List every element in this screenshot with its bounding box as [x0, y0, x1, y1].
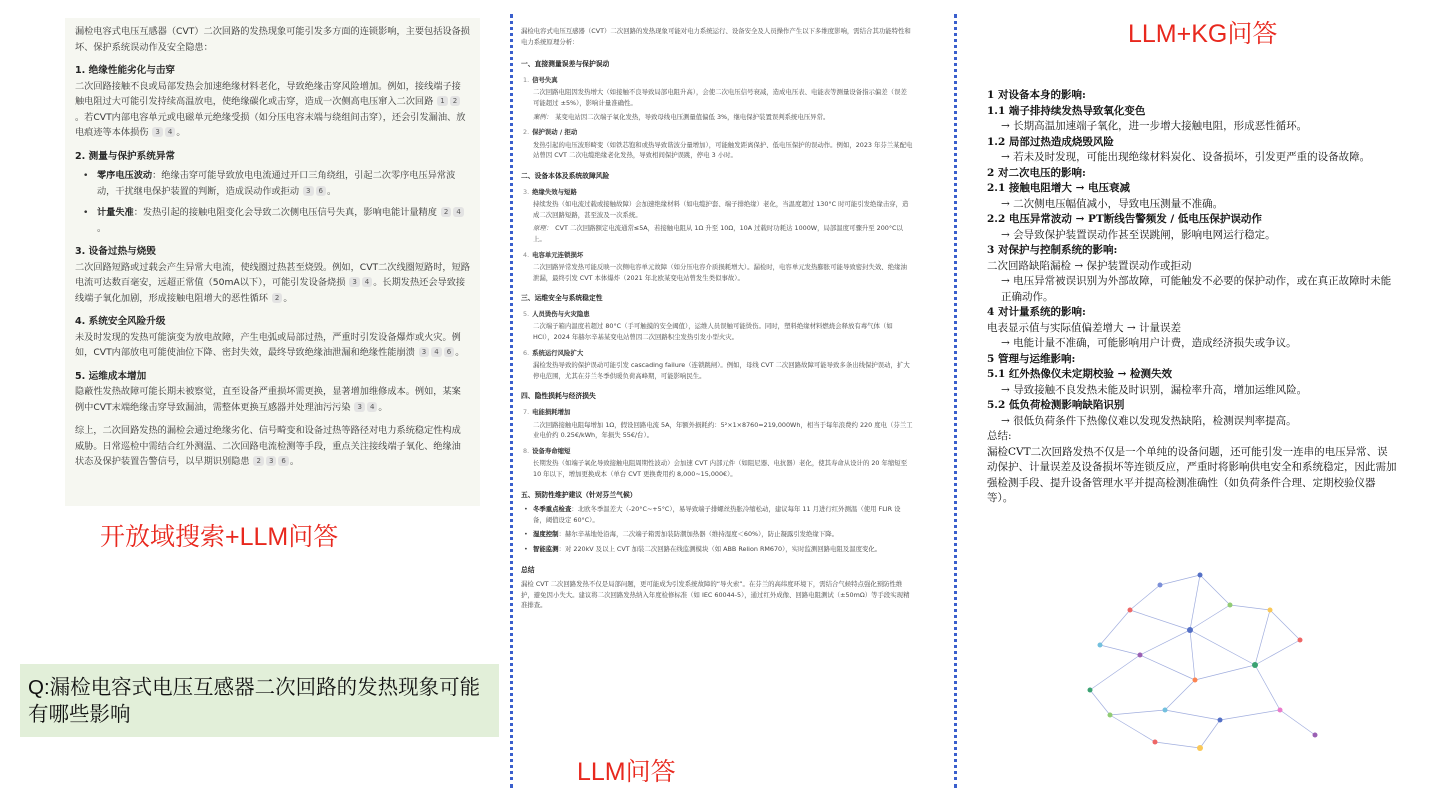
citation-badge[interactable]: 3 — [354, 402, 364, 412]
llm-label: LLM问答 — [577, 758, 676, 786]
example-text: 原理： CVT 二次回路额定电流通常≤5A，若接触电阻从 1Ω 升至 10Ω，10A 过载时功耗达 1000W，局部温度可骤升至 200°C以上。 — [533, 224, 903, 243]
subsection-body: 二次回路接触电阻每增加 1Ω，假设回路电流 5A，年额外损耗约：5²×1×8760=219,000Wh，相当于每年浪费约 220 度电（芬兰工业电价约 0.25€/kWh，年损失 55€/台）。 — [533, 420, 913, 440]
subsection-body: 二次回路电阻因发热增大（如接触不良导致局部电阻升高），会使二次电压信号衰减，造成电压表、电能表等测量设备指示偏差（误差可能超过 ±5%），影响计量准确性。 — [533, 88, 907, 107]
kg-line: → 长期高温加速端子氧化，进一步增大接触电阻，形成恶性循环。 — [1001, 120, 1308, 132]
citation-badge[interactable]: 2 — [253, 456, 263, 466]
citation-badge[interactable]: 3 — [349, 277, 359, 287]
kg-line: 电表显示值与实际值偏差增大 → 计量误差 — [987, 321, 1181, 334]
kg-line: 二次回路缺陷漏检 → 保护装置误动作或拒动 — [987, 259, 1192, 272]
kg-line: 5.2 低负荷检测影响缺陷识别 — [987, 399, 1125, 411]
citation-badge[interactable]: 2 — [450, 96, 460, 106]
section-text: 隐蔽性发热故障可能长期未被察觉，直至设备严重损坏需更换，显著增加维修成本。例如，某案例中CVT末端绝缘击穿导致漏油，需整体更换互感器并处理油污污染 3 4 。 — [75, 386, 461, 413]
citation-badge[interactable]: 4 — [367, 402, 377, 412]
kg-line: 5 管理与运维影响: — [987, 352, 1076, 365]
kg-line: → 导致接触不良发热未能及时识别，漏检率升高，增加运维风险。 — [1001, 383, 1308, 396]
graph-edges — [1090, 575, 1315, 748]
section-title: 2. 测量与保护系统异常 — [75, 150, 176, 162]
subsection-title: 2. 保护误动 / 拒动 — [523, 128, 578, 137]
kg-line: 4 对计量系统的影响: — [987, 306, 1086, 318]
citation-badge[interactable]: 3 — [419, 347, 429, 357]
divider-line — [954, 14, 957, 788]
citation-badge[interactable]: 3 — [152, 127, 162, 137]
subsection-body: 漏检发热导致的保护误动可能引发 cascading failure（连锁跳闸）。例如，母线 CVT 二次回路故障可能导致多条出线保护误动，扩大停电范围，尤其在芬兰冬季供暖负荷高峰期，可能影响民生。 — [533, 361, 910, 380]
subsection-title: 8. 设备寿命缩短 — [523, 446, 571, 455]
bullet-item: • 智能监测：对 220kV 及以上 CVT 加装二次回路在线监测模块（如 ABB Relion RM670），实时监测回路电阻及温度变化。 — [521, 544, 913, 555]
citation-badge[interactable]: 4 — [362, 277, 372, 287]
citation-badge[interactable]: 1 — [437, 96, 447, 106]
section-heading: 五、预防性维护建议（针对芬兰气候） — [521, 490, 637, 499]
bullet-list — [83, 168, 470, 236]
section-title: 3. 设备过热与烧毁 — [75, 246, 156, 257]
section-heading: 一、直接测量误差与保护误动 — [521, 60, 610, 69]
knowledge-graph — [1070, 570, 1330, 760]
subsection-body: 二次端子箱内温度若超过 80°C（手可触摸的安全阈值），运维人员误触可能烫伤。同时，塑料绝缘材料燃烧会释放有毒气体（如 HCl），2024 年赫尔辛基某变电站曾因二次回路积尘发热引发小型火灾。 — [533, 322, 893, 342]
llm-kg-label: LLM+KG问答 — [1128, 20, 1278, 48]
section-heading: 总结 — [521, 565, 535, 574]
graph-nodes — [1088, 573, 1318, 752]
subsection-title: 4. 电容单元连锁损坏 — [523, 250, 584, 259]
kg-line: 1.1 端子排持续发热导致氧化变色 — [987, 104, 1146, 117]
citation-badge[interactable]: 2 — [441, 207, 451, 217]
answer-intro: 漏检电容式电压互感器（CVT）二次回路的发热现象可能引发多方面的连锁影响，主要包括设备损坏、保护系统误动作及安全隐患： — [75, 26, 470, 53]
subsection-title: 7. 电能损耗增加 — [523, 408, 571, 417]
citation-badge[interactable]: 6 — [444, 347, 454, 357]
citation-badge[interactable]: 6 — [316, 186, 326, 196]
kg-line: → 二次侧电压幅值减小，导致电压测量不准确。 — [1001, 197, 1224, 210]
kg-line: → 若未及时发现，可能出现绝缘材料炭化、设备损坏，引发更严重的设备故障。 — [1001, 151, 1371, 163]
section-title: 1. 绝缘性能劣化与击穿 — [75, 65, 176, 76]
citation-badge[interactable]: 3 — [303, 186, 313, 196]
example-text: 案例： 某变电站因二次端子氧化发热，导致母线电压测量值偏低 3%，继电保护装置误判系统电压异常。 — [533, 112, 830, 121]
section-heading: 四、隐性损耗与经济损失 — [521, 392, 596, 401]
kg-line: → 电压异常被误识别为外部故障，可能触发不必要的保护动作，或在真正故障时未能正确动作。 — [1001, 275, 1392, 303]
llm-answer-panel — [521, 26, 913, 740]
kg-line: → 会导致保护装置误动作甚至误跳闸，影响电网运行稳定。 — [1001, 228, 1276, 241]
subsection-title: 5. 人员烫伤与火灾隐患 — [523, 309, 590, 318]
kg-line: 总结: — [987, 430, 1012, 442]
answer-summary: 综上，二次回路发热的漏检会通过绝缘劣化、信号畸变和设备过热等路径对电力系统稳定性构成威胁。日常巡检中需结合红外测温、二次回路电流检测等手段，重点关注接线端子氧化、绝缘油状态及保护装置告警信号，以早期识别隐患 2 3 6 。 — [75, 425, 461, 467]
bullet-item: • 冬季重点检查：北欧冬季温差大（-20°C~+5°C），易导致端子排螺丝热胀冷缩松动，建议每年 11 月进行红外测温（使用 FLIR 设备，阈值设定 60°C）。 — [521, 504, 913, 525]
section-heading: 三、运维安全与系统稳定性 — [521, 294, 603, 303]
kg-line: 1 对设备本身的影响: — [987, 89, 1086, 101]
answer-intro: 漏检电容式电压互感器（CVT）二次回路的发热现象可能对电力系统运行、设备安全及人员操作产生以下多维度影响，需结合其功能特性和电力系统原理分析： — [521, 27, 911, 46]
citation-badge[interactable]: 4 — [431, 347, 441, 357]
kg-line: 1.2 局部过热造成烧毁风险 — [987, 135, 1114, 148]
open-search-label: 开放域搜索+LLM问答 — [100, 523, 339, 551]
citation-badge[interactable]: 6 — [278, 456, 288, 466]
section-title: 4. 系统安全风险升级 — [75, 316, 166, 327]
kg-line: → 电能计量不准确，可能影响用户计费，造成经济损失或争议。 — [1001, 337, 1297, 349]
kg-line: 3 对保护与控制系统的影响: — [987, 244, 1118, 256]
citation-badge[interactable]: 4 — [165, 127, 175, 137]
bullet-item: • 零序电压波动：绝缘击穿可能导致放电电流通过开口三角绕组，引起二次零序电压异常波动，干扰继电保护装置的判断，造成误动作或拒动 3 6 。 — [83, 168, 470, 199]
section-text: 二次回路接触不良或局部发热会加速绝缘材料老化，导致绝缘击穿风险增加。例如，接线端子接触电阻过大可能引发持续高温放电，使绝缘碳化或击穿，造成一次侧高电压窜入二次回路 1 2。若CVT内部电容单元或电磁单元绝缘受损（如分压电容末端与绕组间击穿），还会引发漏油、放电痕迹等本体损伤 3 4 。 — [75, 80, 466, 138]
kg-summary: 漏检CVT二次回路发热不仅是一个单纯的设备问题，还可能引发一连串的电压异常、误动保护、计量误差及设备损坏等连锁反应，严重时将影响供电安全和系统稳定，因此需加强检测手段、提升设备管理水平并提高检测准确性（如负荷条件合理、定期校验仪器等）。 — [987, 445, 1397, 504]
question-box: Q:漏检电容式电压互感器二次回路的发热现象可能有哪些影响 — [20, 664, 499, 737]
section-heading: 二、设备本体及系统故障风险 — [521, 171, 610, 180]
subsection-title: 1. 信号失真 — [523, 75, 558, 84]
llm-kg-answer-panel — [987, 88, 1397, 548]
bullet-item: • 计量失准：发热引起的接触电阻变化会导致二次侧电压信号失真，影响电能计量精度 2 4。 — [83, 205, 470, 236]
open-search-answer-panel — [65, 18, 480, 506]
subsection-body: 长期发热（如端子氧化导致接触电阻周期性波动）会加速 CVT 内部元件（如阻尼器、电抗器）老化，使其寿命从设计的 20 年缩短至 10 年以下，增加更换成本（单台 CVT 更换费用约 8,000~15,000€）。 — [533, 459, 908, 478]
bullet-list — [521, 504, 913, 554]
subsection-body: 持续发热（如电流过载或接触故障）会加速绝缘材料（如电缆护套、端子排绝缘）老化，当温度超过 130°C 时可能引发绝缘击穿，造成二次回路短路，甚至波及一次系统。 — [533, 200, 909, 219]
subsection-body: 二次回路异常发热可能反映一次侧电容单元故障（如分压电容介质损耗增大）。漏检时，电容单元发热膨胀可能导致密封失效、绝缘油泄漏，最终引发 CVT 本体爆炸（2021 年北欧某变电站曾发生类似事故）。 — [533, 263, 907, 282]
citation-badge[interactable]: 3 — [266, 456, 276, 466]
kg-line: 2 对二次电压的影响: — [987, 166, 1086, 179]
section-text: 未及时发现的发热可能演变为放电故障，产生电弧或局部过热，严重时引发设备爆炸或火灾。例如，CVT内部放电可能使油位下降、密封失效，最终导致绝缘油泄漏和绝缘性能崩溃 3 4 6 。 — [75, 331, 465, 358]
kg-line: 2.1 接触电阻增大 → 电压衰减 — [987, 182, 1131, 194]
subsection-title: 3. 绝缘失效与短路 — [523, 187, 577, 196]
answer-summary: 漏检 CVT 二次回路发热不仅是局部问题，更可能成为引发系统故障的“导火索”。在芬兰的高纬度环境下，需结合气候特点强化预防性维护，避免因小失大。建议将二次回路发热纳入年度检修标准（如 IEC 60044-5），通过红外成像、回路电阻测试（±50mΩ）等手段实现精准排查。 — [521, 580, 910, 610]
section-text: 二次回路短路或过载会产生异常大电流，使线圈过热甚至烧毁。例如，CVT二次线圈短路时，短路电流可达数百毫安，远超正常值（50mA以下），可能引发设备烧损 3 4 。长期发热还会导致接线端子氧化加剧，形成接触电阻增大的恶性循环 2 。 — [75, 261, 470, 304]
kg-line: → 很低负荷条件下热像仪难以发现发热缺陷，检测误判率提高。 — [1001, 414, 1297, 427]
citation-badge[interactable]: 4 — [453, 207, 463, 217]
section-title: 5. 运维成本增加 — [75, 370, 147, 382]
subsection-title: 6. 系统运行风险扩大 — [523, 348, 584, 357]
subsection-body: 发热引起的电压波形畸变（如铁芯饱和或热导致谐波分量增加），可能触发距离保护、低电压保护的误动作。例如，2023 年芬兰某配电站曾因 CVT 二次电缆绝缘老化发热，导致相间保护误跳，停电 3 小时。 — [533, 140, 913, 160]
bullet-item: • 湿度控制：赫尔辛基地处沿海，二次端子箱需加装防潮加热器（维持湿度＜60%），防止凝露引发绝缘下降。 — [521, 529, 913, 540]
citation-badge[interactable]: 2 — [272, 293, 282, 303]
divider-line — [510, 14, 513, 788]
kg-line: 2.2 电压异常波动 → PT断线告警频发 / 低电压保护误动作 — [987, 213, 1262, 225]
kg-line: 5.1 红外热像仪未定期校验 → 检测失效 — [987, 368, 1173, 380]
